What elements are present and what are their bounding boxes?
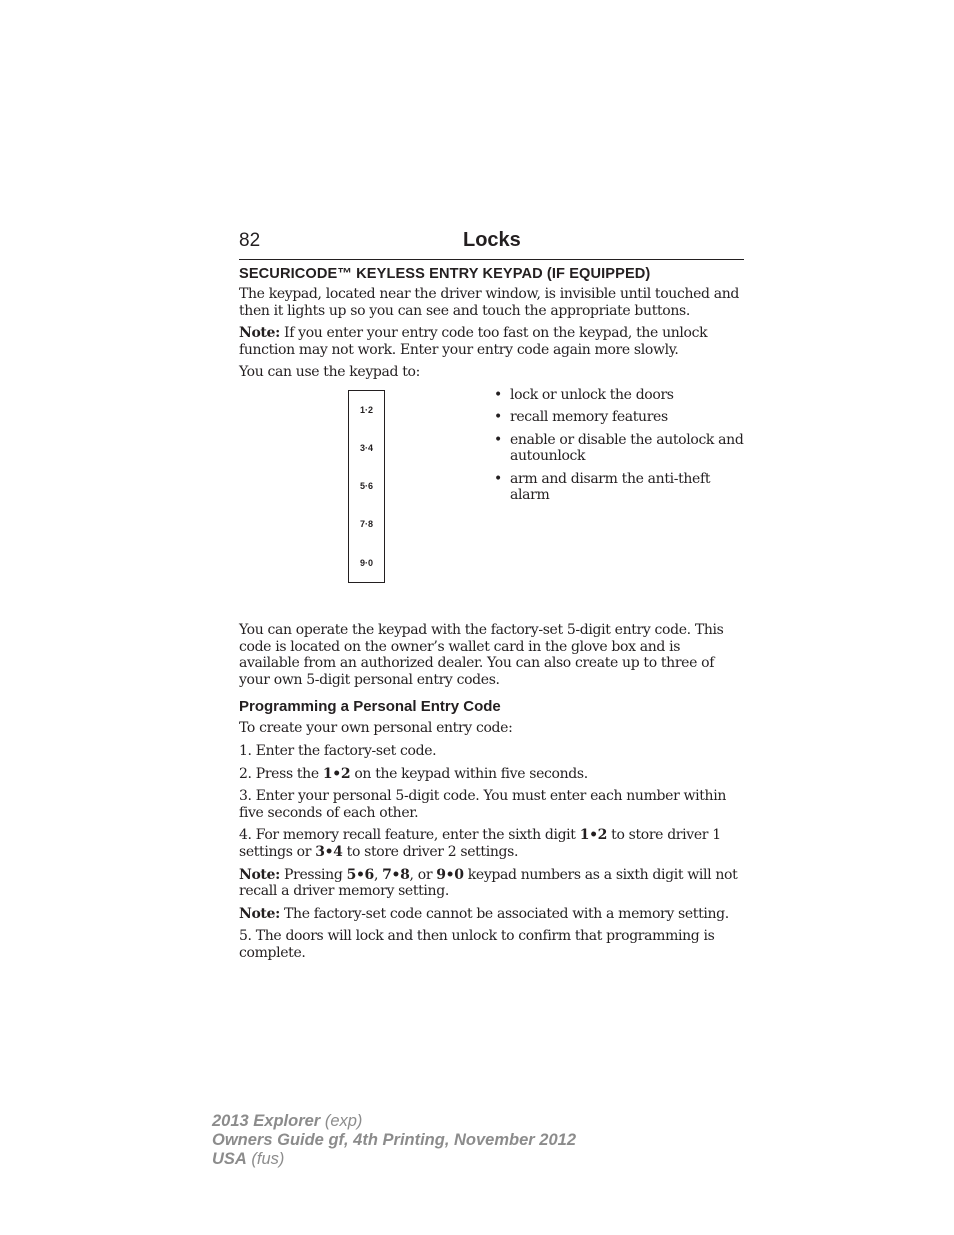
page-footer	[212, 1112, 576, 1169]
note-label: Note:	[239, 325, 280, 342]
note-paragraph	[239, 325, 744, 358]
keypad-uses-list	[493, 387, 744, 509]
step-1: 1. Enter the factory-set code.	[239, 742, 437, 759]
page-header	[239, 229, 744, 260]
list-item: • arm and disarm the anti-theft alarm	[494, 470, 711, 503]
programming-intro: To create your own personal entry code:	[239, 720, 513, 737]
bullet-icon: •	[494, 470, 502, 487]
chapter-title: Locks	[463, 229, 521, 251]
list-item: • recall memory features	[494, 409, 668, 426]
keypad-key: 9·0	[359, 557, 373, 568]
note-text: If you enter your entry code too fast on the keypad, the unlock function may not work. Enter your entry code again more slowly.	[239, 325, 708, 358]
keypad-key: 1·2	[359, 404, 373, 415]
step-3: 3. Enter your personal 5-digit code. You must enter each number within five seconds of each other.	[239, 788, 727, 821]
intro-paragraph: The keypad, located near the driver window, is invisible until touched and then it lights up so you can see and touch the appropriate buttons.	[239, 286, 740, 319]
bullet-icon: •	[494, 431, 502, 448]
keypad-key: 3·4	[359, 442, 373, 453]
list-item: • lock or unlock the doors	[494, 386, 674, 403]
step-2: 2. Press the 1•2 on the keypad within five seconds.	[239, 765, 588, 782]
section-heading: SECURICODE™ KEYLESS ENTRY KEYPAD (IF EQUIPPED)	[239, 266, 651, 282]
factory-code-note: Note: The factory-set code cannot be associated with a memory setting.	[239, 905, 729, 922]
keypad-key: 5·6	[359, 480, 373, 491]
footer-line-1: 2013 Explorer (exp)	[212, 1112, 363, 1130]
list-item: • enable or disable the autolock and autounlock	[494, 431, 744, 465]
keypad-illustration	[348, 390, 385, 583]
keypad-figure-row	[239, 387, 744, 622]
bullet-icon: •	[494, 386, 502, 403]
bullet-icon: •	[494, 409, 502, 426]
page-content	[239, 266, 744, 967]
factory-code-paragraph: You can operate the keypad with the factory-set 5-digit entry code. This code is located on the owner’s wallet card in the glove box and is available from an authorized dealer. You can also create up to three of your own 5-digit personal entry codes.	[239, 621, 724, 688]
memory-note: Note: Pressing 5•6, 7•8, or 9•0 keypad numbers as a sixth digit will not recall a driver memory setting.	[239, 866, 738, 900]
footer-line-2: Owners Guide gf, 4th Printing, November 2012	[212, 1131, 576, 1149]
use-intro: You can use the keypad to:	[239, 364, 420, 381]
page-number: 82	[239, 230, 261, 251]
step-4: 4. For memory recall feature, enter the sixth digit 1•2 to store driver 1 settings or 3•4 to store driver 2 settings.	[239, 827, 721, 860]
subsection-heading: Programming a Personal Entry Code	[239, 698, 501, 716]
footer-line-3: USA (fus)	[212, 1150, 285, 1168]
keypad-key: 7·8	[359, 518, 373, 529]
step-5: 5. The doors will lock and then unlock to confirm that programming is complete.	[239, 928, 715, 961]
